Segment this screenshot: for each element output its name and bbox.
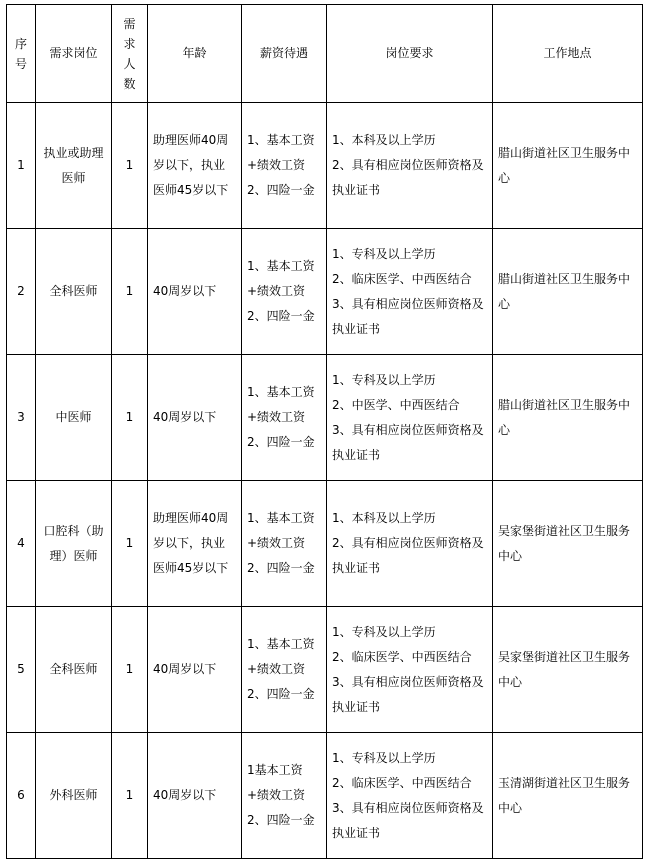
cell-age: 40周岁以下 [148, 355, 242, 481]
table-row [7, 355, 643, 481]
cell-salary: 1、基本工资+绩效工资 2、四险一金 [242, 229, 327, 355]
cell-count: 1 [112, 733, 148, 859]
cell-age: 40周岁以下 [148, 229, 242, 355]
cell-position: 全科医师 [36, 229, 112, 355]
table-row [7, 481, 643, 607]
requirement-item: 3、具有相应岗位医师资格及执业证书 [332, 674, 484, 714]
requirement-item: 1、专科及以上学历 [332, 624, 436, 639]
cell-count: 1 [112, 481, 148, 607]
cell-age: 40周岁以下 [148, 607, 242, 733]
cell-position: 中医师 [36, 355, 112, 481]
cell-salary: 1、基本工资+绩效工资 2、四险一金 [242, 103, 327, 229]
cell-position: 口腔科（助理）医师 [36, 481, 112, 607]
table-row [7, 733, 643, 859]
requirement-item: 3、具有相应岗位医师资格及执业证书 [332, 422, 484, 462]
cell-index: 1 [7, 103, 36, 229]
table-row [7, 607, 643, 733]
cell-location: 腊山街道社区卫生服务中心 [493, 103, 643, 229]
cell-age: 助理医师40周岁以下，执业医师45岁以下 [148, 481, 242, 607]
cell-salary: 1基本工资+绩效工资 2、四险一金 [242, 733, 327, 859]
cell-location: 玉清湖街道社区卫生服务中心 [493, 733, 643, 859]
recruitment-table [6, 4, 643, 859]
requirement-item: 2、中医学、中西医结合 [332, 397, 460, 412]
cell-salary: 1、基本工资+绩效工资 2、四险一金 [242, 481, 327, 607]
requirement-item: 1、本科及以上学历 [332, 133, 436, 147]
cell-index: 3 [7, 355, 36, 481]
cell-count: 1 [112, 229, 148, 355]
cell-count: 1 [112, 607, 148, 733]
cell-position: 执业或助理医师 [36, 103, 112, 229]
cell-age: 助理医师40周岁以下，执业医师45岁以下 [148, 103, 242, 229]
cell-requirements [327, 607, 493, 733]
requirement-item: 2、具有相应岗位医师资格及执业证书 [332, 158, 484, 197]
header-position: 需求岗位 [36, 5, 112, 103]
table-row [7, 103, 643, 229]
header-salary: 薪资待遇 [242, 5, 327, 103]
cell-index: 2 [7, 229, 36, 355]
cell-requirements [327, 355, 493, 481]
cell-index: 6 [7, 733, 36, 859]
requirement-item: 2、具有相应岗位医师资格及执业证书 [332, 536, 484, 575]
requirement-item: 1、专科及以上学历 [332, 246, 436, 261]
cell-position: 全科医师 [36, 607, 112, 733]
requirement-item: 1、本科及以上学历 [332, 511, 436, 525]
header-requirements: 岗位要求 [327, 5, 493, 103]
requirement-item: 3、具有相应岗位医师资格及执业证书 [332, 296, 484, 336]
cell-requirements [327, 229, 493, 355]
header-count: 需求人数 [112, 5, 148, 103]
cell-location: 吴家堡街道社区卫生服务中心 [493, 607, 643, 733]
cell-position: 外科医师 [36, 733, 112, 859]
requirement-item: 3、具有相应岗位医师资格及执业证书 [332, 800, 484, 840]
recruitment-table-container [6, 4, 643, 859]
header-location: 工作地点 [493, 5, 643, 103]
requirement-item: 1、专科及以上学历 [332, 750, 436, 765]
table-row [7, 229, 643, 355]
header-index: 序号 [7, 5, 36, 103]
cell-salary: 1、基本工资+绩效工资 2、四险一金 [242, 607, 327, 733]
table-header-row [7, 5, 643, 103]
cell-age: 40周岁以下 [148, 733, 242, 859]
cell-location: 吴家堡街道社区卫生服务中心 [493, 481, 643, 607]
header-age: 年龄 [148, 5, 242, 103]
requirement-item: 2、临床医学、中西医结合 [332, 271, 472, 286]
cell-location: 腊山街道社区卫生服务中心 [493, 229, 643, 355]
requirement-item: 2、临床医学、中西医结合 [332, 649, 472, 664]
cell-count: 1 [112, 103, 148, 229]
cell-location: 腊山街道社区卫生服务中心 [493, 355, 643, 481]
cell-requirements [327, 481, 493, 607]
cell-index: 5 [7, 607, 36, 733]
cell-count: 1 [112, 355, 148, 481]
cell-index: 4 [7, 481, 36, 607]
cell-salary: 1、基本工资+绩效工资 2、四险一金 [242, 355, 327, 481]
requirement-item: 2、临床医学、中西医结合 [332, 775, 472, 790]
cell-requirements [327, 733, 493, 859]
cell-requirements [327, 103, 493, 229]
requirement-item: 1、专科及以上学历 [332, 372, 436, 387]
